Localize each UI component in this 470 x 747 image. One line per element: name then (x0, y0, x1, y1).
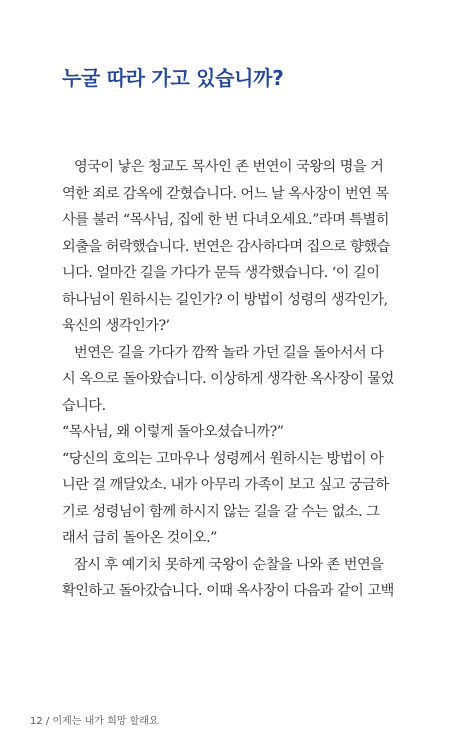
page-title: 누굴 따라 가고 있습니까? (62, 66, 284, 90)
body-text (62, 154, 410, 605)
text-line: “목사님, 왜 이렇게 돌아오셨습니까?” (62, 424, 284, 440)
text-line: 번연은 길을 가다가 깜짝 놀라 가던 길을 돌아서서 다 (74, 344, 384, 361)
text-line: 하나님이 원하시는 길인가? 이 방법이 성령의 생각인가, (62, 291, 388, 308)
text-line: 영국이 낳은 청교도 목사인 존 번연이 국왕의 명을 거 (74, 159, 384, 175)
page-footer: 12 / 이제는 내가 희망 할래요 (30, 716, 159, 727)
text-line: 확인하고 돌아갔습니다. 이때 옥사장이 다음과 같이 고백 (62, 583, 394, 599)
text-line: 래서 급히 돌아온 것이오.” (62, 530, 217, 546)
text-line: 잠시 후 예기치 못하게 국왕이 순찰을 나와 존 번연을 (74, 556, 384, 573)
text-line: 육신의 생각인가?’ (62, 318, 170, 334)
text-line: 습니다. (62, 397, 106, 414)
text-line: 역한 죄로 감옥에 갇혔습니다. 어느 날 옥사장이 번연 목 (62, 185, 389, 202)
text-line: 사를 불러 “목사님, 집에 한 번 다녀오세요.”라며 특별히 (62, 212, 389, 228)
text-line: 시 옥으로 돌아왔습니다. 이상하게 생각한 옥사장이 물었 (62, 371, 394, 387)
text-line: 니란 걸 깨달았소. 내가 아무리 가족이 보고 싶고 궁금하 (62, 477, 389, 493)
text-line: “당신의 호의는 고마우나 성령께서 원하시는 방법이 아 (62, 450, 384, 467)
text-line: 니다. 얼마간 길을 가다가 문득 생각했습니다. ‘이 길이 (62, 265, 380, 281)
text-line: 기로 성령님이 함께 하시지 않는 길을 갈 수는 없소. 그 (62, 503, 380, 520)
text-line: 외출을 허락했습니다. 번연은 감사하다며 집으로 향했습 (62, 238, 390, 255)
